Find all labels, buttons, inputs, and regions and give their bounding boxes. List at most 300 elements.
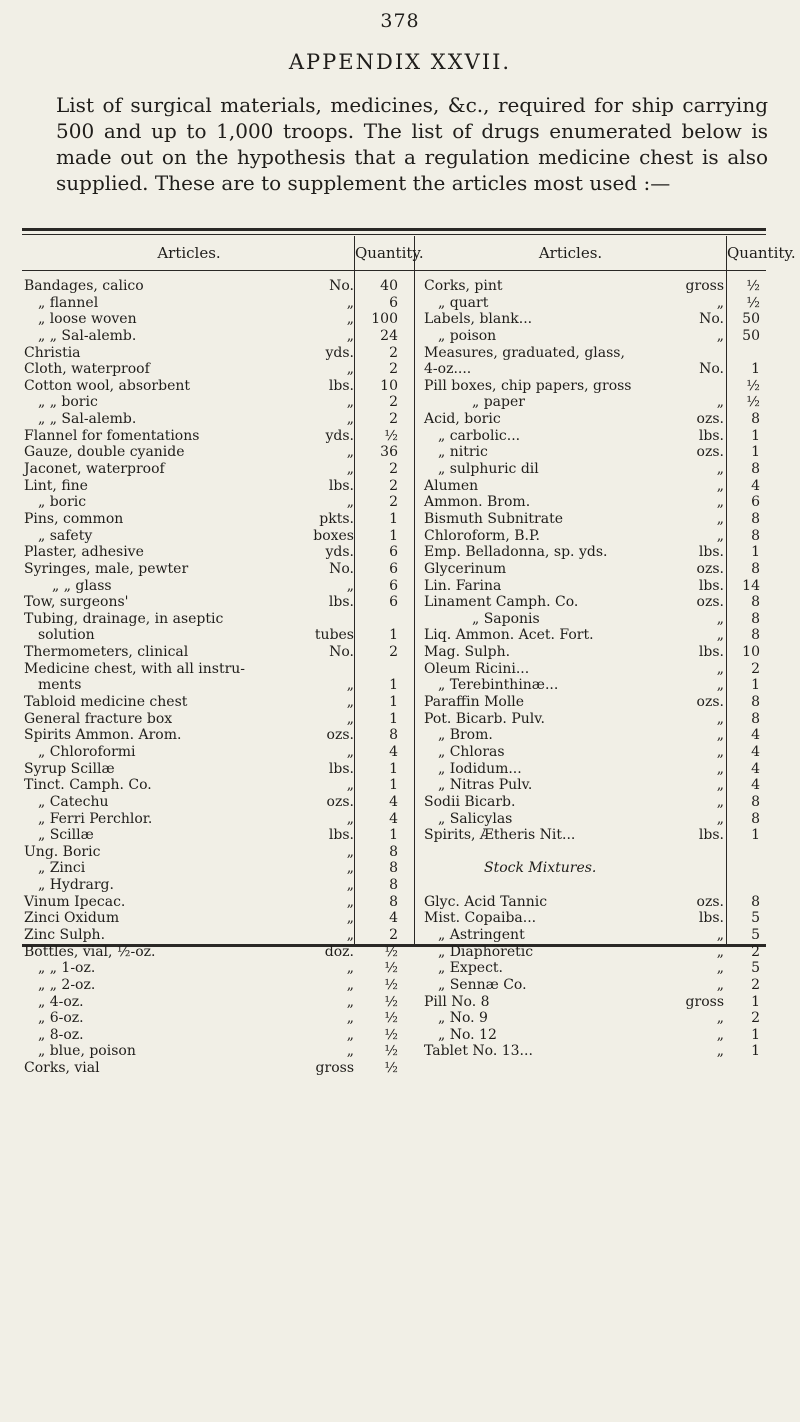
article-unit: „ xyxy=(346,777,354,794)
table-row xyxy=(24,528,354,545)
article-label: „ „ glass xyxy=(52,577,112,594)
article-unit: „ xyxy=(716,943,724,960)
quantity-value: 1 xyxy=(389,694,398,711)
article-label: „ Astringent xyxy=(438,926,525,943)
table-row xyxy=(24,1060,354,1077)
table-row xyxy=(24,578,354,595)
article-unit: „ xyxy=(346,361,354,378)
article-label: Gauze, double cyanide xyxy=(24,444,185,461)
table-row xyxy=(424,677,724,694)
table-row xyxy=(24,877,354,894)
article-label: Labels, blank... xyxy=(424,311,533,328)
article-unit: „ xyxy=(346,577,354,594)
article-label: Liq. Ammon. Acet. Fort. xyxy=(424,627,594,644)
table-row xyxy=(424,794,724,811)
quantity-value: 4 xyxy=(389,743,398,760)
table-row xyxy=(424,727,724,744)
table-row xyxy=(24,461,354,478)
quantity-value: 1 xyxy=(751,677,760,694)
article-label: Syringes, male, pewter xyxy=(24,560,189,577)
table-row xyxy=(424,994,724,1011)
quantity-value: ½ xyxy=(384,943,398,960)
article-unit: „ xyxy=(346,327,354,344)
table-row xyxy=(424,711,724,728)
quantity-value: 10 xyxy=(742,644,760,661)
table-row xyxy=(24,544,354,561)
article-unit: „ xyxy=(346,976,354,993)
table-row xyxy=(424,627,724,644)
article-label: Measures, graduated, glass, xyxy=(424,344,625,361)
article-label: Medicine chest, with all instru- xyxy=(24,660,246,677)
article-label: ments xyxy=(38,677,82,694)
article-unit: lbs. xyxy=(328,594,354,611)
quantity-value: 8 xyxy=(751,594,760,611)
article-unit: lbs. xyxy=(328,760,354,777)
article-unit: „ xyxy=(716,810,724,827)
table-row xyxy=(24,927,354,944)
article-label: „ Chloroformi xyxy=(38,743,136,760)
table-row xyxy=(24,727,354,744)
header-articles-left: Articles. xyxy=(157,244,221,262)
header-rule xyxy=(22,270,766,271)
article-label: „ nitric xyxy=(438,444,488,461)
quantity-value: 40 xyxy=(380,278,398,294)
article-unit: No. xyxy=(329,560,354,577)
quantity-value: 2 xyxy=(389,461,398,478)
table-row xyxy=(24,761,354,778)
table-row xyxy=(424,860,724,877)
article-unit: „ xyxy=(346,1043,354,1060)
article-unit: yds. xyxy=(325,427,354,444)
quantity-value: 4 xyxy=(389,810,398,827)
article-label: Ammon. Brom. xyxy=(424,494,531,511)
table-row xyxy=(424,1043,724,1060)
article-label: „ 6-oz. xyxy=(38,1010,84,1027)
table-row xyxy=(424,361,724,378)
quantity-value: 6 xyxy=(389,294,398,311)
quantity-value: 36 xyxy=(380,444,398,461)
article-unit: ozs. xyxy=(696,444,724,461)
article-label: Pot. Bicarb. Pulv. xyxy=(424,710,545,727)
quantity-value: 1 xyxy=(751,361,760,378)
quantity-value: 8 xyxy=(751,793,760,810)
article-unit: ozs. xyxy=(696,893,724,910)
quantity-value: ½ xyxy=(746,394,760,411)
article-unit: „ xyxy=(716,727,724,744)
article-label: Tabloid medicine chest xyxy=(24,694,188,711)
articles-list-right xyxy=(424,278,724,1060)
table-row xyxy=(424,661,724,678)
table-row xyxy=(24,1027,354,1044)
quantity-value: 8 xyxy=(751,694,760,711)
table-row xyxy=(424,428,724,445)
article-unit: „ xyxy=(346,1010,354,1027)
article-unit: No. xyxy=(329,278,354,294)
quantity-value: 1 xyxy=(389,527,398,544)
table-row xyxy=(24,794,354,811)
article-unit: tubes xyxy=(314,627,354,644)
article-unit: „ xyxy=(716,461,724,478)
quantity-value: ½ xyxy=(384,1043,398,1060)
article-unit: boxes xyxy=(313,527,354,544)
article-unit: „ xyxy=(346,960,354,977)
quantity-value: 8 xyxy=(389,727,398,744)
table-row xyxy=(24,777,354,794)
article-label: „ boric xyxy=(38,494,87,511)
article-label: General fracture box xyxy=(24,710,173,727)
quantity-value xyxy=(728,844,768,861)
quantity-value: 8 xyxy=(751,893,760,910)
article-label: „ Expect. xyxy=(438,960,503,977)
article-label: „ loose woven xyxy=(38,311,137,328)
table-row xyxy=(24,711,354,728)
article-unit: „ xyxy=(346,926,354,943)
table-row xyxy=(424,977,724,994)
quantity-value: 2 xyxy=(389,361,398,378)
quantity-value: 1 xyxy=(751,1026,760,1043)
quantity-value: 4 xyxy=(751,477,760,494)
table-row xyxy=(24,444,354,461)
article-label: „ No. 12 xyxy=(438,1026,497,1043)
article-unit: „ xyxy=(346,743,354,760)
article-label: Lint, fine xyxy=(24,477,88,494)
header-quantity-left: Quantity. xyxy=(355,244,424,262)
article-label: Glycerinum xyxy=(424,560,507,577)
article-label: Vinum Ipecac. xyxy=(24,893,126,910)
article-label: Acid, boric xyxy=(424,411,501,428)
quantity-value: ½ xyxy=(384,960,398,977)
quantity-value: 8 xyxy=(751,627,760,644)
column-divider xyxy=(414,236,415,944)
quantity-value: ½ xyxy=(384,1060,398,1077)
table-row xyxy=(424,511,724,528)
quantity-value: 8 xyxy=(751,610,760,627)
quantity-value: 2 xyxy=(389,411,398,428)
table-row xyxy=(424,528,724,545)
article-unit: „ xyxy=(346,877,354,894)
page-number: 378 xyxy=(380,10,420,32)
table-row xyxy=(24,328,354,345)
column-divider xyxy=(726,236,727,944)
table-row xyxy=(424,877,724,894)
article-label: Lin. Farina xyxy=(424,577,502,594)
table-row xyxy=(424,761,724,778)
article-label: Cloth, waterproof xyxy=(24,361,150,378)
table-row xyxy=(424,345,724,362)
article-label: „ Saponis xyxy=(472,610,540,627)
article-unit: lbs. xyxy=(698,910,724,927)
article-label: „ Brom. xyxy=(438,727,493,744)
article-label: Mag. Sulph. xyxy=(424,644,511,661)
article-unit: „ xyxy=(716,527,724,544)
quantity-value: 2 xyxy=(751,943,760,960)
article-unit: „ xyxy=(346,444,354,461)
article-label: Paraffin Molle xyxy=(424,694,525,711)
quantity-value: 1 xyxy=(389,827,398,844)
article-label: Sodii Bicarb. xyxy=(424,793,516,810)
article-label: Tow, surgeons' xyxy=(24,594,129,611)
quantity-value xyxy=(728,860,768,877)
article-unit: pkts. xyxy=(319,510,354,527)
article-label: „ „ Sal-alemb. xyxy=(38,327,137,344)
article-label: Pins, common xyxy=(24,510,124,527)
article-unit: „ xyxy=(716,777,724,794)
table-row xyxy=(24,378,354,395)
article-label: „ „ 1-oz. xyxy=(38,960,96,977)
article-label: Ung. Boric xyxy=(24,843,101,860)
table-row xyxy=(24,411,354,428)
quantity-value: ½ xyxy=(746,278,760,294)
quantity-value: 5 xyxy=(751,926,760,943)
table-row xyxy=(24,944,354,961)
quantity-value: 6 xyxy=(389,577,398,594)
table-row xyxy=(24,977,354,994)
article-label: solution xyxy=(38,627,95,644)
table-row xyxy=(424,960,724,977)
article-label: Emp. Belladonna, sp. yds. xyxy=(424,544,608,561)
table-row xyxy=(24,594,354,611)
quantity-value xyxy=(728,877,768,894)
quantity-value: 2 xyxy=(751,976,760,993)
table-row xyxy=(24,811,354,828)
article-unit: lbs. xyxy=(328,827,354,844)
quantity-value: 50 xyxy=(742,327,760,344)
table-row xyxy=(424,328,724,345)
article-label: Tablet No. 13... xyxy=(424,1043,533,1060)
quantity-value: 8 xyxy=(751,810,760,827)
appendix-title: APPENDIX XXVII. xyxy=(288,50,512,74)
article-label: Zinc Sulph. xyxy=(24,926,106,943)
article-unit: doz. xyxy=(324,943,354,960)
article-unit: „ xyxy=(716,926,724,943)
article-label: Plaster, adhesive xyxy=(24,544,144,561)
quantity-value: 2 xyxy=(389,394,398,411)
table-row xyxy=(24,627,354,644)
article-label: „ Chloras xyxy=(438,743,505,760)
quantity-value: 4 xyxy=(389,910,398,927)
table-row xyxy=(24,361,354,378)
quantity-value: 5 xyxy=(751,910,760,927)
article-unit: yds. xyxy=(325,344,354,361)
article-label: „ Catechu xyxy=(38,793,109,810)
article-label: „ Diaphoretic xyxy=(438,943,534,960)
table-row xyxy=(424,644,724,661)
article-label: Bottles, vial, ½-oz. xyxy=(24,943,156,960)
article-label: Christia xyxy=(24,344,81,361)
table-row xyxy=(24,494,354,511)
table-row xyxy=(24,910,354,927)
table-row xyxy=(24,345,354,362)
quantity-value: 4 xyxy=(751,760,760,777)
article-unit: „ xyxy=(716,327,724,344)
article-label: Bandages, calico xyxy=(24,278,144,294)
articles-list-left xyxy=(24,278,354,1077)
article-unit: „ xyxy=(346,843,354,860)
table-row xyxy=(424,494,724,511)
quantity-value: 1 xyxy=(751,427,760,444)
article-unit: lbs. xyxy=(698,827,724,844)
quantity-value: ½ xyxy=(384,1026,398,1043)
article-unit: „ xyxy=(716,510,724,527)
quantity-value: 2 xyxy=(389,644,398,661)
quantity-value: 5 xyxy=(751,960,760,977)
article-unit: lbs. xyxy=(698,644,724,661)
table-row xyxy=(424,544,724,561)
table-row xyxy=(24,1043,354,1060)
article-unit: „ xyxy=(346,694,354,711)
article-unit: yds. xyxy=(325,544,354,561)
article-label: Stock Mixtures. xyxy=(484,860,597,877)
table-row xyxy=(24,994,354,1011)
intro-paragraph: List of surgical materials, medicines, &c., required for ship carrying 500 and up to 1,000 troops. The list of drugs enumerated below is made out on the hypothesis that a regulation medicine chest is also supplied. These are to supplement the articles most used :— xyxy=(56,93,768,195)
quantity-value: 6 xyxy=(389,560,398,577)
quantity-value: 4 xyxy=(751,743,760,760)
article-unit: lbs. xyxy=(328,377,354,394)
table-row xyxy=(24,960,354,977)
quantity-value: ½ xyxy=(746,294,760,311)
quantity-value: 6 xyxy=(389,544,398,561)
article-label: Jaconet, waterproof xyxy=(24,461,165,478)
article-label: „ blue, poison xyxy=(38,1043,136,1060)
table-row xyxy=(424,561,724,578)
article-unit: „ xyxy=(716,743,724,760)
quantity-value: 2 xyxy=(751,1010,760,1027)
quantity-value: 6 xyxy=(751,494,760,511)
table-row xyxy=(24,661,354,678)
table-row xyxy=(24,278,354,295)
quantity-value: ½ xyxy=(384,993,398,1010)
quantity-value: 8 xyxy=(751,461,760,478)
article-unit: „ xyxy=(346,311,354,328)
table-row xyxy=(24,561,354,578)
table-row xyxy=(24,860,354,877)
article-unit: „ xyxy=(346,294,354,311)
quantity-value: ½ xyxy=(384,427,398,444)
article-unit: ozs. xyxy=(696,594,724,611)
table-row xyxy=(24,827,354,844)
article-label: „ Iodidum... xyxy=(438,760,522,777)
quantity-value: 1 xyxy=(751,444,760,461)
article-unit: „ xyxy=(716,677,724,694)
article-label: Oleum Ricini... xyxy=(424,660,530,677)
table-top-rule xyxy=(22,228,766,231)
quantity-value: 1 xyxy=(751,544,760,561)
quantity-value: 1 xyxy=(389,777,398,794)
table-row xyxy=(24,744,354,761)
quantity-value: ½ xyxy=(746,377,760,394)
table-row xyxy=(424,278,724,295)
table-row xyxy=(424,611,724,628)
article-label: Spirits Ammon. Arom. xyxy=(24,727,182,744)
article-unit: ozs. xyxy=(696,560,724,577)
quantity-value: 8 xyxy=(389,843,398,860)
table-row xyxy=(424,844,724,861)
article-unit: „ xyxy=(716,294,724,311)
table-row xyxy=(424,411,724,428)
table-row xyxy=(424,944,724,961)
quantity-value: 8 xyxy=(389,860,398,877)
article-unit: „ xyxy=(346,810,354,827)
table-row xyxy=(24,694,354,711)
article-unit: „ xyxy=(716,960,724,977)
article-label: „ paper xyxy=(472,394,525,411)
article-unit: lbs. xyxy=(698,544,724,561)
quantity-value: 1 xyxy=(389,510,398,527)
article-label: Spirits, Ætheris Nit... xyxy=(424,827,576,844)
article-unit: lbs. xyxy=(698,427,724,444)
article-unit: „ xyxy=(346,394,354,411)
article-label: „ carbolic... xyxy=(438,427,521,444)
table-row xyxy=(424,927,724,944)
quantity-value xyxy=(356,611,406,628)
article-label: Pill boxes, chip papers, gross xyxy=(424,377,632,394)
table-row xyxy=(424,811,724,828)
article-unit: „ xyxy=(716,1043,724,1060)
article-unit: „ xyxy=(346,860,354,877)
article-label: Zinci Oxidum xyxy=(24,910,120,927)
table-row xyxy=(24,295,354,312)
article-label: Syrup Scillæ xyxy=(24,760,115,777)
table-row xyxy=(424,777,724,794)
table-row xyxy=(24,1010,354,1027)
article-label: „ 4-oz. xyxy=(38,993,84,1010)
table-row xyxy=(424,311,724,328)
table-row xyxy=(24,844,354,861)
article-unit: lbs. xyxy=(698,577,724,594)
table-row xyxy=(24,311,354,328)
table-row xyxy=(424,1010,724,1027)
article-label: „ poison xyxy=(438,327,497,344)
table-row xyxy=(424,894,724,911)
article-unit: ozs. xyxy=(696,411,724,428)
quantity-value xyxy=(356,661,406,678)
article-label: „ Terebinthinæ... xyxy=(438,677,559,694)
table-row xyxy=(424,295,724,312)
article-label: „ quart xyxy=(438,294,489,311)
article-unit: gross xyxy=(685,993,724,1010)
table-row xyxy=(424,394,724,411)
article-unit: gross xyxy=(315,1060,354,1077)
article-unit: „ xyxy=(346,494,354,511)
quantity-value: 8 xyxy=(389,877,398,894)
table-row xyxy=(424,594,724,611)
article-unit: „ xyxy=(716,760,724,777)
quantity-value: 8 xyxy=(751,411,760,428)
article-label: „ No. 9 xyxy=(438,1010,488,1027)
quantity-value: 1 xyxy=(751,993,760,1010)
quantity-value: 8 xyxy=(751,510,760,527)
article-unit: No. xyxy=(699,361,724,378)
table-row xyxy=(424,444,724,461)
article-unit: „ xyxy=(716,710,724,727)
article-label: Linament Camph. Co. xyxy=(424,594,579,611)
quantity-value: 8 xyxy=(751,560,760,577)
article-label: Glyc. Acid Tannic xyxy=(424,893,548,910)
article-label: Chloroform, B.P. xyxy=(424,527,541,544)
quantity-value: 100 xyxy=(371,311,398,328)
article-label: Flannel for fomentations xyxy=(24,427,200,444)
article-unit: „ xyxy=(346,710,354,727)
article-label: „ flannel xyxy=(38,294,99,311)
table-row xyxy=(24,394,354,411)
article-unit: ozs. xyxy=(326,727,354,744)
article-unit: ozs. xyxy=(326,793,354,810)
quantity-value: 4 xyxy=(389,793,398,810)
header-quantity-right: Quantity. xyxy=(727,244,796,262)
column-divider xyxy=(354,236,355,944)
quantity-value: 8 xyxy=(751,527,760,544)
table-row xyxy=(24,611,354,628)
